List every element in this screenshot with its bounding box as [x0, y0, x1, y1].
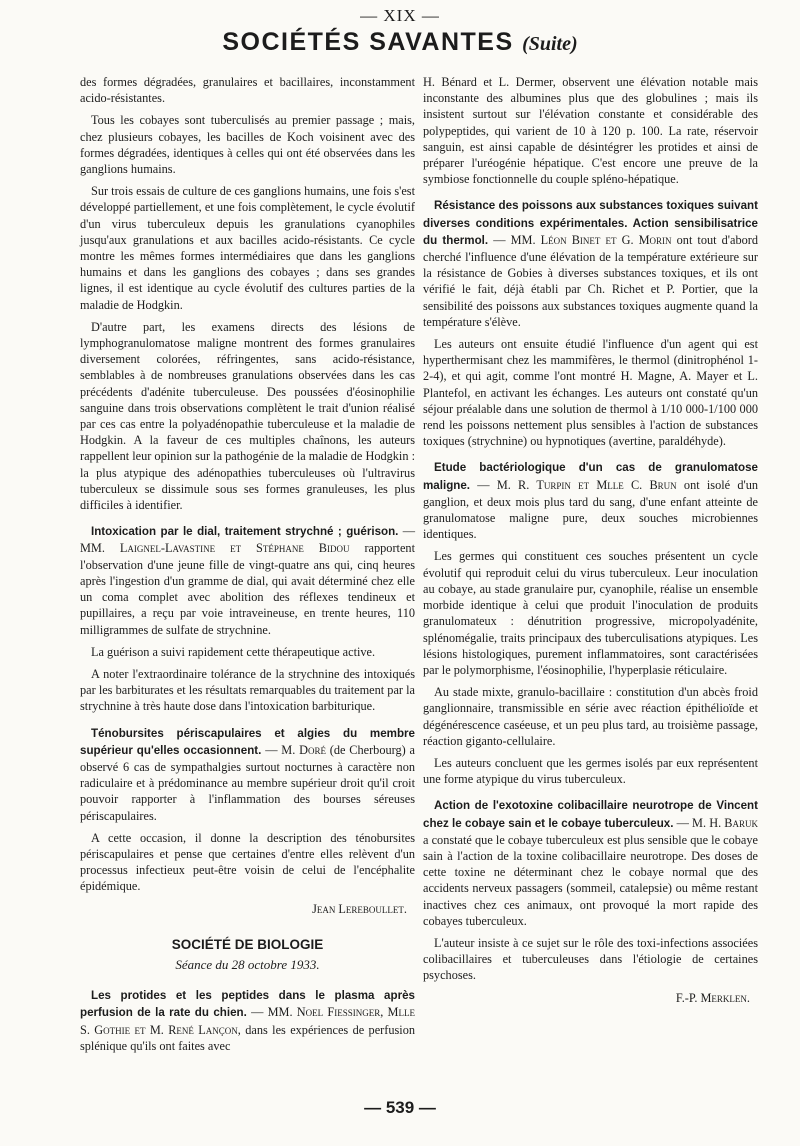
article-body: rapportent l'observation d'une jeune fille de vingt-quatre ans qui, cinq heures après l'ingestion d'un gramme de dial, qui avait déterminé chez elle un coma complet avec abolition des réflexes tendineux et pupillaires, a reçu par voie intraveineuse, en trente heures, 110 milligrammes de sulfate de strychnine. — [80, 541, 415, 637]
article-poissons: Résistance des poissons aux substances toxiques suivant diverses conditions expérimentales. Action sensibilisatrice du thermol. — MM. Léon Binet et G. Morin ont tout d'abord cherché l'influence d'une élévation de la température extérieure sur la résistance de Gobies à diverses substances toxiques, et ils ont vérifié le fait, déjà établi par Ch. Richet et P. Portier, que la sensibilité des poissons aux substances toxiques augmente quand la température s'élève. — [423, 199, 759, 329]
paragraph: Au stade mixte, granulo-bacillaire : constitution d'un abcès froid ganglionnaire, transmissible en série avec réaction épithélioïde et dégénérescence caséeuse, et un peu plus tard, au troisième passage, réaction giganto-cellulaire. — [423, 685, 758, 748]
society-title: SOCIÉTÉ DE BIOLOGIE — [171, 936, 324, 952]
paragraph: H. Bénard et L. Dermer, observent une élévation notable mais inconstante des albumines plus que des globulines ; mais ils insistent surtout sur l'élévation constante et considérable des polypeptides, qui varient de 10 à 120 p. 100. La rate, réservoir sanguin, est ainsi capable de désintégrer les protides et ainsi de préparer l'uréogénie hépatique. C'est encore une preuve de la symbiose fonctionnelle du couple spléno-hépatique. — [423, 75, 758, 187]
article-authors: M. H. Baruk — [692, 815, 758, 830]
heading-suffix: (Suite) — [522, 33, 578, 55]
paragraph: D'autre part, les examens directs des lésions de lymphogranulomatose maligne montrent des formes granulaires diversement colorées, réfringentes, sans acido-résistance, semblables à de nombreuses granulations observées dans les cas précédents d'adénite tuberculeuse. Des poussées d'éosinophilie sanguine dans trois observations complètent le trait d'union réalisé par ces cas entre la polyadénopathie tuberculeuse et la maladie de Hodgkin. A la faveur de ces multiples chaînons, les auteurs rappellent leur opinion sur la pathogénie de la maladie de Hodgkin : la plus atypique des adénopathies tuberculeuses où l'ultravirus tuberculeux se dissimule sous ses formes granuleuses, les plus difficiles à identifier. — [80, 319, 415, 513]
page-number: — 539 — — [364, 1098, 436, 1117]
paragraph: Les auteurs ont ensuite étudié l'influence d'un agent qui est hyperthermisant chez les mammifères, le thermol (dinitrophénol 1-2-4), et qui agit, comme l'ont montré H. Magne, A. Mayer et L. Plantefol, en activant les échanges. Les auteurs ont constaté qu'un séjour préalable dans une solution de thermol à 1/10 000-1/100 000 rend les poissons nettement plus sensibles à l'action de substances toxiques (strychnine) ou hypnotiques (avertine, paraldéhyde). — [423, 337, 758, 449]
paragraph: Tous les cobayes sont tuberculisés au premier passage ; mais, chez plusieurs cobayes, les bacilles de Koch voisinent avec des formes dégradées, identiques à celles qui ont été observées dans les ganglions humains. — [80, 113, 415, 177]
article-protides: Les protides et les peptides dans le plasma après perfusion de la rate du chien. — MM. Noel Fiessinger, Mlle S. Gothie et M. René Lançon, dans les expériences de perfusion splénique qu'ils ont faites avec — [80, 989, 415, 1053]
right-column — [423, 74, 758, 1012]
article-body: (de Cherbourg) a observé 6 cas de sympathalgies surtout nocturnes à caractère non radiculaire et à prédominance au membre supérieur droit qu'il croit pouvoir rapporter à l'inflammation des bourses séreuses périscapulaires. — [80, 742, 415, 823]
article-title: Action de l'exotoxine colibacillaire neurotrope de Vincent chez le cobaye sain et le cobaye tuberculeux. — [423, 799, 758, 830]
article-body: a constaté que le cobaye tuberculeux est plus sensible que le cobaye sain à l'action de la toxine colibacillaire neurotrope. Des doses de cette toxine ne déterminant chez le cobaye normal que des accidents nerveux passagers (sommeil, catalepsie) ou même restant inactives chez ces animaux, ont provoqué la mort rapide des cobayes tuberculeux. — [423, 832, 758, 928]
heading-title: SOCIÉTÉS SAVANTES — [222, 28, 514, 56]
signature: F.-P. Merklen. — [675, 990, 750, 1005]
article-dial: Intoxication par le dial, traitement strychné ; guérison. — MM. Laignel-Lavastine et Stéphane Bidou rapportent l'observation d'une jeune fille de vingt-quatre ans qui, cinq heures après l'ingestion d'un gramme de dial, qui avait déterminé chez elle un coma complet avec abolition des réflexes tendineux et pupillaires, a reçu par voie intraveineuse, en trente heures, 110 milligrammes de sulfate de strychnine. — [80, 524, 415, 637]
article-granulomatose: Etude bactériologique d'un cas de granulomatose maligne. — M. R. Turpin et Mlle C. Brun ont isolé d'un ganglion, et deux mois plus tard du sang, d'une enfant atteinte de granulomatose maligne pure, deux souches microbiennes identiques. — [423, 461, 758, 542]
signature: Jean Lereboullet. — [312, 901, 407, 916]
left-column — [80, 74, 415, 1060]
article-authors: M. R. Turpin et Mlle C. Brun — [496, 477, 677, 492]
article-authors: M. Doré — [281, 742, 326, 757]
paragraph: La guérison a suivi rapidement cette thérapeutique active. — [91, 644, 376, 659]
article-body: ont tout d'abord cherché l'influence d'une élévation de la température extérieure sur la résistance de Gobies à diverses substances toxiques, et ils ont vérifié le fait, déjà établi par Ch. Richet et P. Portier, que la sensibilité des poissons aux substances toxiques augmente quand la température s'élève. — [423, 232, 759, 329]
article-title: Etude bactériologique d'un cas de granulomatose maligne. — [423, 461, 758, 492]
roman-page-marker: — XIX — — [360, 6, 440, 25]
article-title: Les protides et les peptides dans le plasma après perfusion de la rate du chien. — [80, 989, 415, 1020]
section-heading — [0, 28, 800, 57]
article-tenobursites: Ténobursites périscapulaires et algies du membre supérieur qu'elles occasionnent. — M. Doré (de Cherbourg) a observé 6 cas de sympathalgies surtout nocturnes à caractère non radiculaire et à prédominance au membre supérieur droit qu'il croit pouvoir rapporter à l'inflammation des bourses séreuses périscapulaires. — [80, 726, 415, 823]
article-title: Résistance des poissons aux substances toxiques suivant diverses conditions expérimentales. Action sensibilisatrice du thermol. — [423, 199, 758, 247]
paragraph: des formes dégradées, granulaires et bacillaires, inconstamment acido-résistantes. — [80, 75, 415, 106]
article-authors: MM. Léon Binet et G. Morin — [510, 232, 672, 247]
article-authors: MM. Noel Fiessinger, Mlle S. Gothie et M. René Lançon, — [80, 1005, 415, 1037]
article-body: ont isolé d'un ganglion, et deux mois plus tard du sang, d'une enfant atteinte de granulomatose maligne pure, deux souches microbiennes identiques. — [423, 477, 758, 542]
paragraph: L'auteur insiste à ce sujet sur le rôle des toxi-infections associées colibacillaires et tuberculeuses dans l'étiologie de certaines psychoses. — [423, 935, 758, 983]
article-title: Ténobursites périscapulaires et algies du membre supérieur qu'elles occasionnent. — [80, 726, 415, 757]
paragraph: Sur trois essais de culture de ces ganglions humains, une fois s'est développé partiellement, et une fois complètement, le cycle évolutif d'un virus tuberculeux depuis les granulations cyanophiles jusqu'aux granulations et aux bacilles acido-résistants. Ce cycle montre les mêmes formes intermédiaires que dans les ganglions humains et dans les ganglions des cobayes ; dans ses grandes lignes, il est identique au cycle évolutif des cultures parties de la maladie de Hodgkin. — [80, 184, 415, 312]
session-date: Séance du 28 octobre 1933. — [175, 956, 320, 972]
article-authors: MM. Laignel-Lavastine et Stéphane Bidou — [80, 541, 350, 556]
paragraph: A noter l'extraordinaire tolérance de la strychnine des intoxiqués par les barbiturates et les résultats remarquables du traitement par la strychnine à très haute dose dans l'intoxication barbiturique. — [80, 666, 415, 714]
article-title: Intoxication par le dial, traitement strychné ; guérison. — [91, 525, 399, 539]
paragraph: A cette occasion, il donne la description des ténobursites périscapulaires et pense que certaines d'entre elles relèvent d'un processus infectieux peut-être voisin de celui de l'encéphalite épidémique. — [80, 830, 415, 894]
paragraph: Les auteurs concluent que les germes isolés par eux représentent une forme atypique du virus tuberculeux. — [423, 755, 758, 787]
article-exotoxine: Action de l'exotoxine colibacillaire neurotrope de Vincent chez le cobaye sain et le cobaye tuberculeux. — M. H. Baruk a constaté que le cobaye tuberculeux est plus sensible que le cobaye sain à l'action de la toxine colibacillaire neurotrope. Des doses de cette toxine ne déterminant chez le cobaye normal que des accidents nerveux passagers (sommeil, catalepsie) ou même restant inactives chez ces animaux, ont provoqué la mort rapide des cobayes tuberculeux. — [423, 799, 758, 928]
article-body: dans les expériences de perfusion splénique qu'ils ont faites avec — [80, 1022, 415, 1053]
paragraph: Les germes qui constituent ces souches présentent un cycle évolutif qui reproduit celui du virus tuberculeux. Leur inoculation au cobaye, au stade granulaire pur, cyanophile, réalise un ensemble morbide identique à celui que produit l'inoculation de produits granulomateux : dénutrition progressive, micropolyadénite, splénomégalie, traits principaux des tuberculisations atypiques. Les lésions histologiques, purement inflammatoires, sont caractérisées par le polymorphisme, l'éosinophilie, l'hyperplasie réticulaire. — [423, 549, 758, 677]
